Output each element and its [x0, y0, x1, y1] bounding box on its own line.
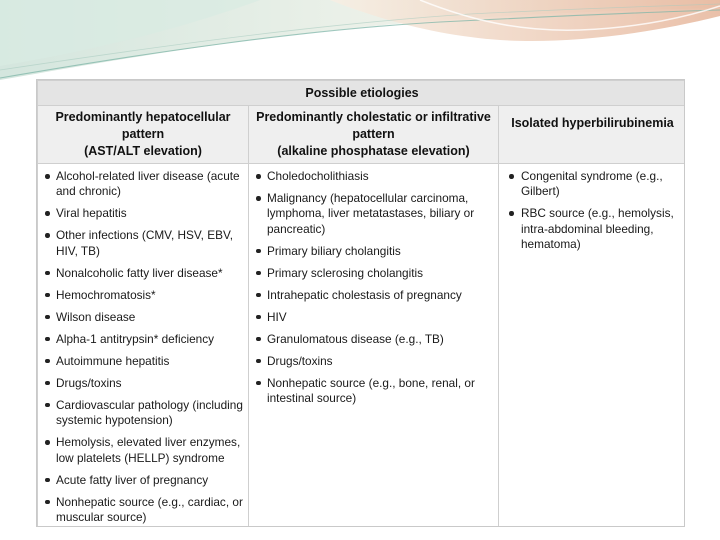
list-item: Wilson disease: [42, 310, 244, 325]
etiologies-table-container: [36, 79, 685, 527]
list-item: RBC source (e.g., hemolysis, intra-abdominal bleeding, hematoma): [503, 206, 682, 252]
list-item: Autoimmune hepatitis: [42, 354, 244, 369]
list-item: Cardiovascular pathology (including systemic hypotension): [42, 398, 244, 429]
list-item: Nonhepatic source (e.g., cardiac, or muscular source): [42, 495, 244, 526]
column-header-hyperbilirubinemia: [499, 106, 686, 164]
list-item: Hemolysis, elevated liver enzymes, low platelets (HELLP) syndrome: [42, 435, 244, 466]
header-line: Isolated hyperbilirubinemia: [511, 116, 674, 130]
etiologies-table: [37, 80, 685, 527]
etiology-list-cholestatic: [253, 169, 494, 407]
list-item: Other infections (CMV, HSV, EBV, HIV, TB): [42, 228, 244, 259]
column-hepatocellular: [38, 164, 249, 528]
list-item: Alpha-1 antitrypsin* deficiency: [42, 332, 244, 347]
list-item: Primary sclerosing cholangitis: [253, 266, 494, 281]
list-item: Congenital syndrome (e.g., Gilbert): [503, 169, 682, 200]
column-hyperbilirubinemia: [499, 164, 686, 528]
list-item: Hemochromatosis*: [42, 288, 244, 303]
list-item: Alcohol-related liver disease (acute and chronic): [42, 169, 244, 200]
table-title: Possible etiologies: [38, 81, 686, 106]
list-item: Granulomatous disease (e.g., TB): [253, 332, 494, 347]
etiology-list-hyperbilirubinemia: [503, 169, 682, 253]
column-cholestatic: [249, 164, 499, 528]
list-item: Choledocholithiasis: [253, 169, 494, 184]
list-item: Nonalcoholic fatty liver disease*: [42, 266, 244, 281]
list-item: Viral hepatitis: [42, 206, 244, 221]
list-item: Malignancy (hepatocellular carcinoma, lymphoma, liver metatastases, biliary or pancreatic): [253, 191, 494, 237]
etiology-list-hepatocellular: [42, 169, 244, 525]
table-header-row: [38, 106, 686, 164]
list-item: Primary biliary cholangitis: [253, 244, 494, 259]
list-item: Acute fatty liver of pregnancy: [42, 473, 244, 488]
list-item: Drugs/toxins: [253, 354, 494, 369]
header-line: Predominantly cholestatic or infiltrative pattern: [256, 110, 491, 141]
list-item: Drugs/toxins: [42, 376, 244, 391]
header-line: (AST/ALT elevation): [84, 144, 202, 158]
column-header-cholestatic: [249, 106, 499, 164]
decorative-header-swoosh: [0, 0, 720, 90]
header-line: Predominantly hepatocellular pattern: [55, 110, 231, 141]
header-line: (alkaline phosphatase elevation): [277, 144, 470, 158]
table-title-row: [38, 81, 686, 106]
list-item: Nonhepatic source (e.g., bone, renal, or intestinal source): [253, 376, 494, 407]
table-body-row: [38, 164, 686, 528]
list-item: HIV: [253, 310, 494, 325]
column-header-hepatocellular: [38, 106, 249, 164]
list-item: Intrahepatic cholestasis of pregnancy: [253, 288, 494, 303]
